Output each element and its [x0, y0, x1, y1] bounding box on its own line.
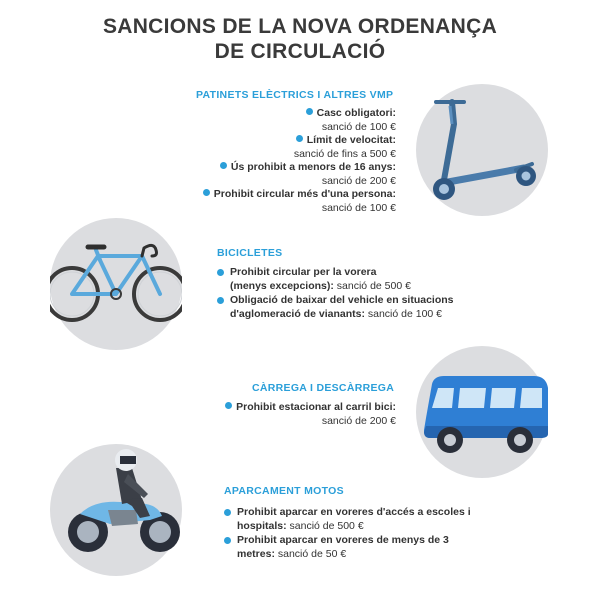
list-item-fine: sanció de 50 €	[277, 547, 347, 560]
list-item: Prohibit circular més d'una persona:	[140, 188, 396, 202]
list-item: Ús prohibit a menors de 16 anys:	[140, 161, 396, 175]
list-item: Prohibit circular per la vorera (menys excepcions): sanció de 500 €	[217, 266, 517, 293]
bicicletes-heading: BICICLETES	[217, 247, 283, 259]
bullet-dot	[224, 509, 231, 516]
page-title	[0, 14, 600, 64]
van-icon	[416, 346, 548, 478]
list-item-fine: sanció de fins a 500 €	[293, 147, 396, 160]
bullet-dot	[217, 269, 224, 276]
motorcycle-icon	[50, 444, 182, 576]
list-item-fine: sanció de 100 €	[321, 120, 396, 133]
list-item: Prohibit aparcar en voreres d'accés a escoles i hospitals: sanció de 500 €	[224, 506, 524, 533]
bicicletes-list	[217, 266, 517, 322]
bullet-dot	[203, 189, 210, 196]
list-item: Prohibit estacionar al carril bici:	[140, 401, 396, 415]
bullet-dot	[217, 297, 224, 304]
list-item-fine: sanció de 200 €	[321, 414, 396, 427]
carrega-list	[140, 401, 396, 428]
bicycle-icon	[50, 218, 182, 350]
bullet-dot	[220, 162, 227, 169]
list-item: Casc obligatori:	[140, 107, 396, 121]
list-item-fine: sanció de 200 €	[321, 174, 396, 187]
motos-list	[224, 506, 524, 562]
list-item-fine: sanció de 500 €	[336, 279, 411, 292]
list-item: Obligació de baixar del vehicle en situacions d'aglomeració de vianants: sanció de 100 €	[217, 294, 517, 321]
list-item-fine: sanció de 100 €	[367, 307, 443, 320]
scooter-icon	[416, 84, 548, 216]
patinets-heading: PATINETS ELÈCTRICS I ALTRES VMP	[196, 89, 394, 101]
bullet-dot	[306, 108, 313, 115]
bullet-dot	[225, 402, 232, 409]
title-line-1: SANCIONS DE LA NOVA ORDENANÇA	[102, 15, 498, 38]
bullet-dot	[296, 135, 303, 142]
title-line-2: DE CIRCULACIÓ	[214, 40, 386, 63]
list-item: Límit de velocitat:	[140, 134, 396, 148]
motos-heading: APARCAMENT MOTOS	[224, 485, 344, 497]
carrega-heading: CÀRREGA I DESCÀRREGA	[252, 382, 395, 394]
list-item: Prohibit aparcar en voreres de menys de 3 metres: sanció de 50 €	[224, 534, 524, 561]
bullet-dot	[224, 537, 231, 544]
list-item-fine: sanció de 500 €	[289, 519, 364, 532]
list-item-fine: sanció de 100 €	[321, 201, 396, 214]
patinets-list	[140, 107, 396, 215]
